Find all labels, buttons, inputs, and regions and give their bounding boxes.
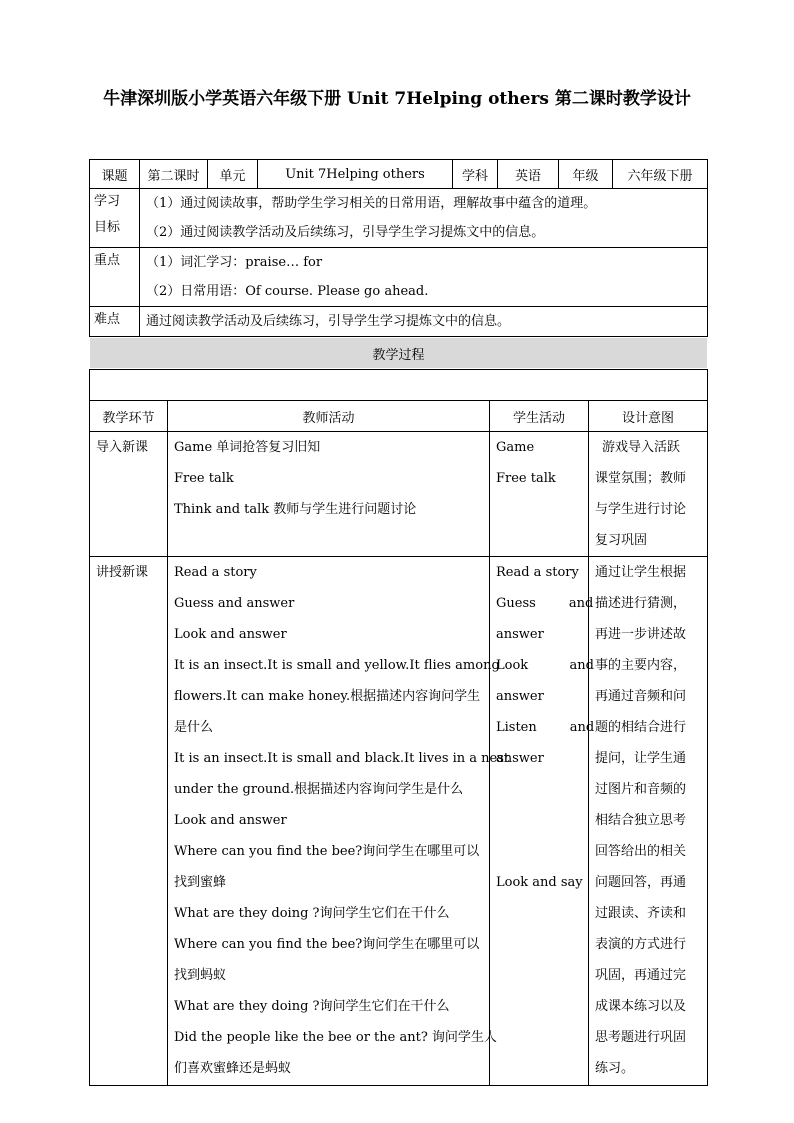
process-table [89,347,708,1086]
objective-item: （2）通过阅读教学活动及后续练习，引导学生学习提炼文中的信息。 [146,225,545,240]
column-header-student: 学生活动 [490,401,589,432]
column-header-teacher: 教师活动 [168,401,490,432]
list-item: Free talk [496,471,556,486]
teacher-activity-new [168,557,510,1086]
list-item: 游戏导入活跃 [602,440,681,455]
list-item: Free talk [174,471,234,486]
process-header: 教学过程 [90,338,708,369]
list-item: 题的相结合进行 [595,720,687,735]
list-item: It is an insect.It is small and yellow.It flies among [174,658,500,673]
key-point-item: （1）词汇学习：praise… for [146,255,323,270]
list-item: 再通过音频和问 [595,689,687,704]
stage-intro: 导入新课 [90,432,168,557]
list-item: 相结合独立思考 [595,813,687,828]
list-item: Did the people like the bee or the ant? 询问学生人 [174,1030,497,1045]
list-item: Guess and answer [174,596,295,611]
list-item: 们喜欢蜜蜂还是蚂蚁 [174,1061,292,1076]
keti-value: 第二课时 [140,160,208,189]
nianji-label: 年级 [559,160,613,189]
list-item: 回答给出的相关 [595,844,687,859]
key-points-label: 重点 [90,248,140,307]
list-item: 通过让学生根据 [595,565,687,580]
list-item: 找到蜜蜂 [174,875,227,890]
difficulty-content: 通过阅读教学活动及后续练习，引导学生学习提炼文中的信息。 [140,307,708,337]
list-item: 问题回答，再通 [595,875,687,890]
keti-label: 课题 [90,160,140,189]
list-item: What are they doing ?询问学生它们在干什么 [174,906,450,921]
list-item [496,774,582,805]
list-item: Think and talk 教师与学生进行问题讨论 [174,502,417,517]
column-header-intent: 设计意图 [589,401,708,432]
list-item: Look and [496,658,594,673]
danyuan-value: Unit 7Helping others [258,160,453,189]
list-item: Where can you find the bee?询问学生在哪里可以 [174,844,480,859]
list-item: Game [496,440,535,455]
list-item: What are they doing ?询问学生它们在干什么 [174,999,450,1014]
list-item: Listen and [496,720,595,735]
list-item: Guess and [496,596,594,611]
stage-new-lesson: 讲授新课 [90,557,168,1086]
key-point-item: （2）日常用语：Of course. Please go ahead. [146,284,429,299]
list-item [496,836,582,867]
list-item: 描述进行猜测， [595,596,687,611]
xueke-label: 学科 [453,160,498,189]
key-points-content [140,248,708,307]
list-item: 成课本练习以及 [595,999,687,1014]
list-item: flowers.It can make honey.根据描述内容询问学生 [174,689,481,704]
objectives-label [90,189,140,248]
intent-intro [589,432,708,557]
objectives-content [140,189,708,248]
list-item: Read a story [174,565,257,580]
list-item: 课堂氛围；教师 [595,471,687,486]
info-table [89,159,708,337]
student-activity-intro [490,432,589,557]
danyuan-label: 单元 [208,160,258,189]
objectives-label-line2: 目标 [94,220,121,235]
list-item: 思考题进行巩固 [595,1030,687,1045]
document-title: 牛津深圳版小学英语六年级下册 Unit 7Helping others 第二课时教学设计 [103,89,691,109]
list-item: Look and answer [174,813,287,828]
list-item: Look and answer [174,627,287,642]
nianji-value: 六年级下册 [613,160,708,189]
list-item: 找到蚂蚁 [174,968,227,983]
list-item: 复习巩固 [595,533,648,548]
list-item: under the ground.根据描述内容询问学生是什么 [174,782,464,797]
list-item [496,805,582,836]
list-item: 练习。 [595,1061,635,1076]
list-item: Look and say [496,875,583,890]
list-item: 事的主要内容， [595,658,687,673]
intent-new [589,557,708,1086]
list-item: 过跟读、齐读和 [595,906,687,921]
student-activity-new [490,557,595,1086]
objective-item: （1）通过阅读故事，帮助学生学习相关的日常用语，理解故事中蕴含的道理。 [146,196,597,211]
list-item: 提问，让学生通 [595,751,687,766]
list-item: 再进一步讲述故 [595,627,687,642]
list-item: Read a story [496,565,579,580]
column-header-stage: 教学环节 [90,401,168,432]
list-item: It is an insect.It is small and black.It lives in a nest [174,751,510,766]
list-item: answer [496,751,544,766]
list-item: answer [496,627,544,642]
list-item: 是什么 [174,720,214,735]
teacher-activity-intro [168,432,490,557]
xueke-value: 英语 [498,160,559,189]
list-item: Where can you find the bee?询问学生在哪里可以 [174,937,480,952]
list-item: 巩固，再通过完 [595,968,687,983]
difficulty-label: 难点 [90,307,140,337]
list-item: answer [496,689,544,704]
objectives-label-line1: 学习 [94,194,121,209]
list-item: 过图片和音频的 [595,782,687,797]
list-item: Game 单词抢答复习旧知 [174,440,321,455]
list-item: 与学生进行讨论 [595,502,687,517]
list-item: 表演的方式进行 [595,937,687,952]
